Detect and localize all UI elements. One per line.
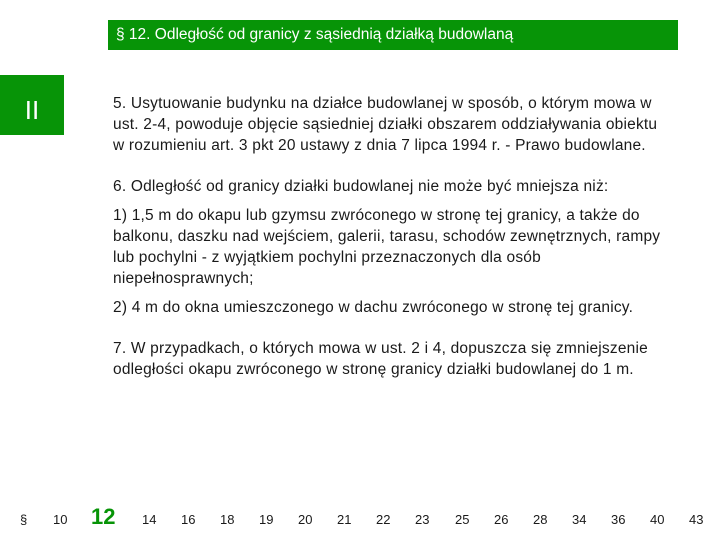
nav-link-26[interactable]: 26 <box>494 512 509 527</box>
nav-link-12-current[interactable]: 12 <box>91 504 116 529</box>
nav-link-18[interactable]: 18 <box>220 512 235 527</box>
nav-link-34[interactable]: 34 <box>572 512 587 527</box>
section-title: § 12. Odległość od granicy z sąsiednią działką budowlaną <box>116 26 514 43</box>
nav-link-36[interactable]: 36 <box>611 512 626 527</box>
nav-link-23[interactable]: 23 <box>415 512 430 527</box>
nav-link-section-sign[interactable]: § <box>20 512 28 527</box>
paragraph-6: 6. Odległość od granicy działki budowlanej nie może być mniejsza niż: <box>113 178 609 195</box>
regulation-text <box>113 93 668 380</box>
nav-link-28[interactable]: 28 <box>533 512 548 527</box>
point-2: 2) 4 m do okna umieszczonego w dachu zwróconego w stronę tej granicy. <box>113 299 634 316</box>
nav-link-25[interactable]: 25 <box>455 512 470 527</box>
nav-link-16[interactable]: 16 <box>181 512 196 527</box>
point-1: 1) 1,5 m do okapu lub gzymsu zwróconego w stronę tej granicy, a także do balkonu, daszku nad wejściem, galerii, tarasu, schodów zewnętrznych, rampy lub pochylni - z wyjątkiem pochylni przeznaczonych dla osób niepełnosprawnych; <box>113 207 661 287</box>
paragraph-5: 5. Usytuowanie budynku na działce budowlanej w sposób, o którym mowa w ust. 2-4, powoduje objęcie sąsiedniej działki obszarem oddziaływania obiektu w rozumieniu art. 3 pkt 20 ustawy z dnia 7 lipca 1994 r. - Prawo budowlane. <box>113 95 658 154</box>
nav-link-22[interactable]: 22 <box>376 512 391 527</box>
nav-link-21[interactable]: 21 <box>337 512 352 527</box>
nav-link-14[interactable]: 14 <box>142 512 157 527</box>
nav-link-20[interactable]: 20 <box>298 512 313 527</box>
nav-link-43[interactable]: 43 <box>689 512 704 527</box>
section-title-bar <box>108 20 678 50</box>
nav-link-19[interactable]: 19 <box>259 512 274 527</box>
nav-link-10[interactable]: 10 <box>53 512 68 527</box>
section-navigation <box>0 500 720 536</box>
paragraph-7: 7. W przypadkach, o których mowa w ust. 2 i 4, dopuszcza się zmniejszenie odległości okapu zwróconego w stronę granicy działki budowlanej do 1 m. <box>113 340 648 378</box>
chapter-label: II <box>24 95 40 125</box>
nav-link-40[interactable]: 40 <box>650 512 665 527</box>
chapter-marker <box>0 75 64 135</box>
